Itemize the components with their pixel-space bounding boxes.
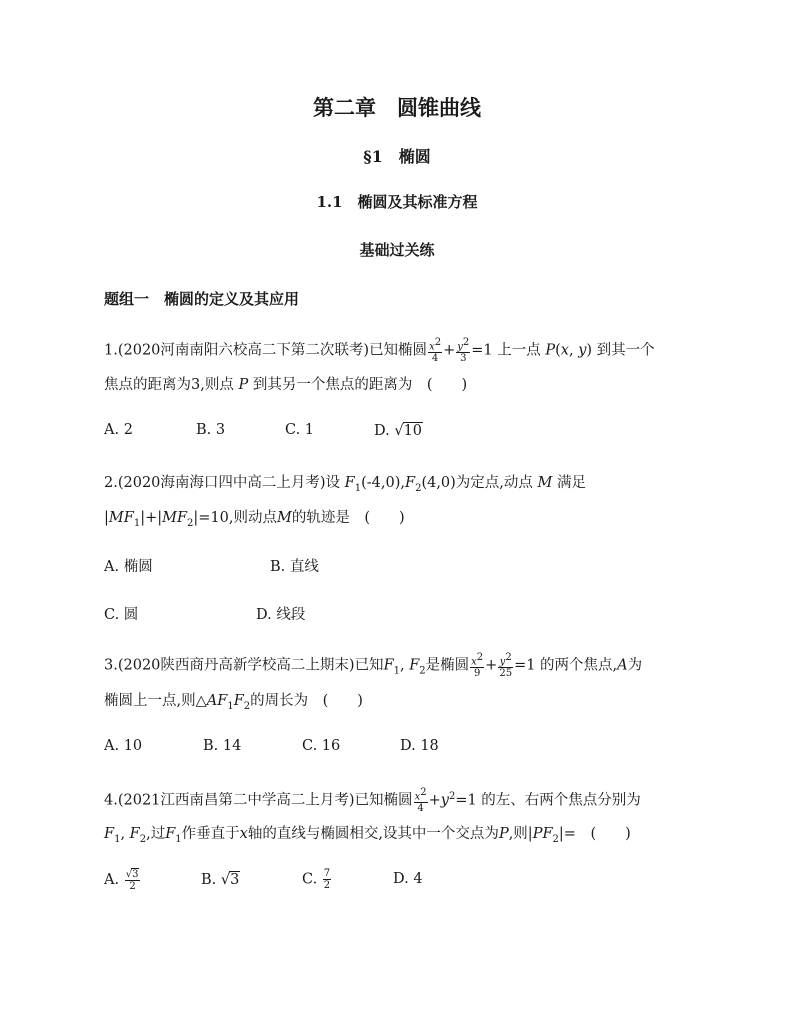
q2-line1: 2.(2020海南海口四中高二上月考)设 $F_1(-4,0),F_2(4,0)$为定点,动点 M 满足 [104, 475, 586, 494]
q4-frac-x: $\frac{x^2}{4}$ [414, 787, 427, 815]
q2-option-a[interactable]: A. 椭圆 [104, 559, 153, 575]
q3-option-b[interactable]: B. 14 [203, 738, 242, 754]
q4-option-c[interactable]: C. $\frac{7}{2}$ [302, 868, 331, 891]
q3-frac-x: $\frac{x^2}{9}$ [471, 652, 484, 680]
q3-option-a[interactable]: A. 10 [104, 738, 143, 754]
group-title: 题组一 椭圆的定义及其应用 [104, 290, 300, 308]
q3-frac-y: $\frac{y^2}{25}$ [499, 652, 513, 680]
q4-option-a[interactable]: A. $\frac{√3}{2}$ [104, 869, 139, 892]
q2-option-b[interactable]: B. 直线 [270, 559, 319, 575]
q1-frac-x: $\frac{x^2}{4}$ [429, 337, 442, 365]
q1-line2: 焦点的距离为3,则点 P 到其另一个焦点的距离为 ( ) [104, 377, 468, 393]
q2-option-d[interactable]: D. 线段 [256, 607, 306, 623]
q4-source: (2021江西南昌第二中学高二上月考) [117, 792, 355, 809]
q3-source: (2020陕西商丹高新学校高二上期末) [117, 657, 355, 674]
chapter-title: 第二章 圆锥曲线 [313, 95, 481, 120]
q1-option-a[interactable]: A. 2 [104, 422, 133, 438]
q4-option-d[interactable]: D. 4 [393, 871, 423, 887]
q1-option-b[interactable]: B. 3 [196, 422, 226, 438]
q4-line1: 4.(2021江西南昌第二中学高二上月考)已知椭圆 $\frac{x^2}{4}$ $+y^2=1$ 的左、右两个焦点分别为 [104, 787, 641, 815]
section-title: §1 椭圆 [363, 147, 431, 166]
q2-source: (2020海南海口四中高二上月考) [117, 475, 326, 491]
q4-option-b[interactable]: B. √3 [201, 872, 240, 888]
practice-heading: 基础过关练 [359, 241, 435, 259]
q1-frac-y: $\frac{y^2}{3}$ [457, 337, 470, 365]
q3-line1: 3.(2020陕西商丹高新学校高二上期末)已知$F_1$, $F_2$是椭圆 $\frac{x^2}{9}$ + $\frac{y^2}{25}$ =1 的两个焦点,A为 [104, 652, 643, 680]
q1-option-c[interactable]: C. 1 [285, 422, 315, 438]
q1-source: (2020河南南阳六校高二下第二次联考) [117, 342, 370, 359]
q1-option-d[interactable]: D. √10 [374, 423, 423, 439]
subsection-title: 1.1 椭圆及其标准方程 [316, 193, 478, 211]
q1-line1: 1.(2020河南南阳六校高二下第二次联考)已知椭圆 $\frac{x^2}{4}$ + $\frac{y^2}{3}$ =1 上一点 P(x, y) 到其一个 [104, 337, 655, 365]
q3-line2: 椭圆上一点,则$\triangle AF_1F_2$的周长为 ( ) [104, 693, 363, 712]
q3-option-c[interactable]: C. 16 [302, 738, 341, 754]
q2-line2: $|MF_1|+|MF_2|=10$,则动点M的轨迹是 ( ) [104, 510, 405, 529]
q3-option-d[interactable]: D. 18 [400, 738, 439, 754]
q2-option-c[interactable]: C. 圆 [104, 607, 139, 623]
q4-line2: $F_1$, $F_2$,过$F_1$作垂直于x轴的直线与椭圆相交,设其中一个交点为P,则$|PF_2|=$ ( ) [104, 826, 631, 845]
